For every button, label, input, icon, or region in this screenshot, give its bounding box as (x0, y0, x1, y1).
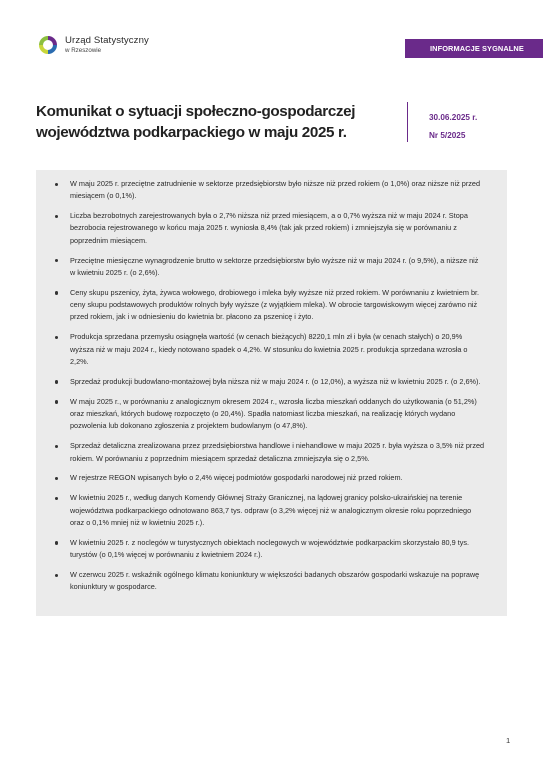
publication-date: 30.06.2025 r. (429, 113, 478, 122)
list-item-text: W czerwcu 2025 r. wskaźnik ogólnego klimatu koniunktury w większości badanych obszarów gospodarki wskazuje na poprawę koniunktury w gospodarce. (70, 569, 480, 592)
list-item (70, 440, 485, 465)
bullet-dot-icon (55, 380, 58, 383)
bullet-dot-icon (55, 183, 58, 186)
bullet-dot-icon (55, 259, 58, 262)
list-item (70, 287, 485, 324)
list-item-text: W maju 2025 r. przeciętne zatrudnienie w sektorze przedsiębiorstw było niższe niż przed rokiem (o 1,0%) oraz niższe niż przed miesiącem (o 0,1%). (70, 179, 481, 201)
list-item (70, 331, 485, 368)
bullet-dot-icon (55, 215, 58, 218)
list-item (70, 569, 485, 594)
list-item (70, 210, 485, 247)
list-item-text: Przeciętne miesięczne wynagrodzenie brutto w sektorze przedsiębiorstw było wyższe niż w maju 2024 r. (o 9,5%), a niższe niż w kwietniu 2025 r. (o 2,6%). (70, 255, 479, 277)
divider (407, 102, 408, 142)
list-item (70, 492, 485, 529)
list-item (70, 396, 485, 433)
bullet-dot-icon (55, 445, 58, 448)
bullet-dot-icon (55, 497, 58, 500)
summary-panel (36, 170, 507, 616)
bullet-dot-icon (55, 400, 58, 403)
logo-subtitle: w Rzeszowie (65, 46, 102, 54)
page-number: 1 (506, 736, 511, 745)
title-line: województwa podkarpackiego w maju 2025 r. (36, 124, 347, 141)
list-item-text: Liczba bezrobotnych zarejestrowanych była o 2,7% niższa niż przed miesiącem, a o 0,7% wyższa niż w maju 2024 r. Stopa bezrobocia rejestrowanego w końcu maja 2025 r. wyniosła 8,4% (tak jak przed rokiem) i zmniejszyła się w porównaniu z poprzednim miesiącem. (70, 211, 468, 245)
bullet-dot-icon (55, 291, 58, 294)
list-item-text: W maju 2025 r., w porównaniu z analogicznym okresem 2024 r., wzrosła liczba mieszkań oddanych do użytkowania (o 51,2%) oraz mieszkań, których budowę rozpoczęto (o 20,4%). Spadła natomiast liczba mieszkań, na realizację których wydano pozwolenia lub dokonano zgłoszenia z projektem budowlanym (o 47,8%). (70, 396, 477, 431)
publication-number: Nr 5/2025 (429, 131, 466, 140)
page-title (36, 101, 391, 143)
list-item-text: W rejestrze REGON wpisanych było o 2,4% więcej podmiotów gospodarki narodowej niż przed rokiem. (70, 473, 403, 483)
list-item (70, 376, 485, 388)
publication-meta (429, 109, 477, 145)
bullet-dot-icon (55, 336, 58, 339)
list-item-text: Ceny skupu pszenicy, żyta, żywca wołowego, drobiowego i mleka były wyższe niż przed rokiem. W porównaniu z kwietniem br. ceny skupu podstawowych produktów rolnych były wyższe (z wyjątkiem mleka). W obrocie targowiskowym więcej zarówno niż przed rokiem, jak i w odniesieniu do kwietnia br. płacono za pszenicę i żyto. (70, 287, 480, 322)
list-item-text: W kwietniu 2025 r., według danych Komendy Głównej Straży Granicznej, na lądowej granicy polsko-ukraińskiej na terenie województwa podkarpackiego odnotowano 863,7 tys. odpraw (o 3,2% więcej niż w analogicznym okresie roku poprzedniego oraz o 0,1% mniej niż w kwietniu 2025 r.). (70, 493, 472, 527)
list-item (70, 178, 485, 203)
title-line: Komunikat o sytuacji społeczno-gospodarczej (36, 103, 356, 120)
gus-logo (36, 33, 149, 57)
list-item-text: Sprzedaż detaliczna zrealizowana przez przedsiębiorstwa handlowe i niehandlowe w maju 2025 r. była wyższa o 3,5% niż przed rokiem. W porównaniu z poprzednim miesiącem sprzedaż detaliczna zmniejszyła się o 2,5%. (70, 441, 485, 463)
list-item (70, 255, 485, 280)
list-item (70, 537, 485, 562)
list-item-text: W kwietniu 2025 r. z noclegów w turystycznych obiektach noclegowych w województwie podkarpackim skorzystało 80,9 tys. turystów (o 0,1% więcej w porównaniu z kwietniem 2024 r.). (70, 537, 470, 560)
bullet-dot-icon (55, 574, 58, 577)
bullet-dot-icon (55, 541, 58, 544)
logo-title: Urząd Statystyczny (65, 35, 149, 47)
list-item-text: Produkcja sprzedana przemysłu osiągnęła wartość (w cenach bieżących) 8220,1 mln zł i była (w cenach stałych) o 20,9% wyższa niż w maju 2024 r., kiedy notowano spadek o 4,2%. W stosunku do kwietnia 2025 r. produkcja sprzedana wzrosła o 2,2%. (70, 332, 468, 366)
bullet-dot-icon (55, 477, 58, 480)
publication-type-banner: INFORMACJE SYGNALNE (405, 39, 543, 58)
list-item (70, 472, 485, 484)
list-item-text: Sprzedaż produkcji budowlano-montażowej była niższa niż w maju 2024 r. (o 12,0%), a wyższa niż w kwietniu 2025 r. (o 2,6%). (70, 376, 481, 386)
gus-circle-logo-icon (36, 33, 60, 57)
